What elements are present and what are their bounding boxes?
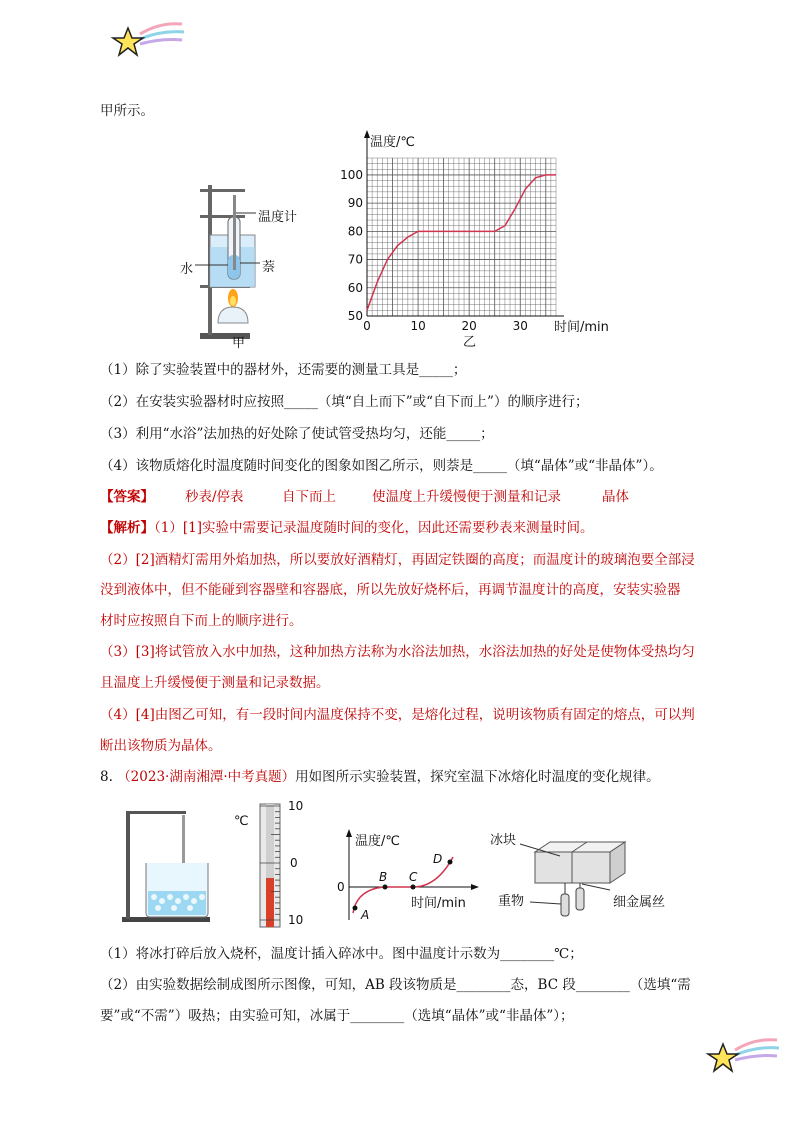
ice-block-figure xyxy=(490,830,690,920)
analysis-line-3: 没到液体中，但不能碰到容器壁和容器底，所以先放好烧杯后，再调节温度计的高度，安装实验器 xyxy=(100,582,681,598)
q7-item-2: （2）在安装实验器材时应按照_____（填“自上而下”或“自下而上”）的顺序进行； xyxy=(100,394,589,410)
q8-item-3: 要”或“不需”）吸热；由实验可知，冰属于________（选填“晶体”或“非晶体”）； xyxy=(100,1008,574,1024)
thermometer-label: 温度计 xyxy=(258,210,298,225)
answer-label: 【答案】 xyxy=(100,489,154,505)
q7-item-3: （3）利用“水浴”法加热的好处除了使试管受热均匀，还能_____； xyxy=(100,426,494,442)
analysis-line-5: （3）[3]将试管放入水中加热，这种加热方法称为水浴法加热，水浴法加热的好处是使物体受热均匀 xyxy=(100,644,695,660)
star-decoration-top-icon xyxy=(110,14,190,64)
q7-item-4: （4）该物质熔化时温度随时间变化的图象如图乙所示，则萘是_____（填“晶体”或“非晶体”）。 xyxy=(100,458,663,474)
star-decoration-bottom-icon xyxy=(705,1030,785,1080)
melting-curve-chart xyxy=(340,128,630,350)
naphthalene-label: 萘 xyxy=(262,260,276,275)
analysis-line-6: 且温度上升缓慢便于测量和记录数据。 xyxy=(100,675,330,691)
q8-stem-line xyxy=(100,768,660,786)
x-tick-label: 0 xyxy=(363,319,371,333)
q7-item-1: （1）除了实验装置中的器材外，还需要的测量工具是_____； xyxy=(100,362,467,378)
ice-label: 冰块 xyxy=(490,833,517,848)
thermo-tick-top: 10 xyxy=(288,799,304,813)
analysis-line-2: （2）[2]酒精灯需用外焰加热，所以要放好酒精灯，再固定铁圈的高度；而温度计的玻璃泡要全部浸 xyxy=(100,552,695,568)
chart-caption: 乙 xyxy=(463,335,477,350)
graph-ylabel: 温度/℃ xyxy=(355,834,400,849)
q8-source: （2023·湖南湘潭·中考真题） xyxy=(117,769,296,785)
analysis-line-8: 断出该物质为晶体。 xyxy=(100,738,222,754)
intro-text: 甲所示。 xyxy=(100,103,154,119)
analysis-line-7: （4）[4]由图乙可知，有一段时间内温度保持不变，是熔化过程，说明该物质有固定的熔点，可以判 xyxy=(100,707,695,723)
x-tick-label: 20 xyxy=(461,319,477,333)
y-tick-label: 70 xyxy=(347,252,363,267)
chart-grid xyxy=(367,158,556,316)
graph-zero: 0 xyxy=(337,880,345,894)
figure-caption-jia: 甲 xyxy=(232,336,246,351)
analysis-line-4: 材时应按照自下而上的顺序进行。 xyxy=(100,613,303,629)
y-tick-label: 60 xyxy=(347,280,363,295)
y-tick-label: 50 xyxy=(347,309,363,323)
point-b: B xyxy=(379,870,388,884)
answer-4: 晶体 xyxy=(602,489,629,505)
ice-melting-graph xyxy=(335,825,485,925)
answer-3: 使温度上升缓慢便于测量和记录 xyxy=(372,489,561,505)
thermo-unit: ℃ xyxy=(234,814,249,829)
thermometer-reading-figure xyxy=(230,798,310,933)
x-tick-label: 10 xyxy=(410,319,426,333)
graph-xlabel: 时间/min xyxy=(411,896,466,911)
y-tick-label: 80 xyxy=(347,224,363,239)
y-tick-label: 90 xyxy=(347,196,363,211)
x-tick-label: 30 xyxy=(512,319,528,333)
analysis-label: 【解析】 xyxy=(100,520,154,536)
ice-apparatus-figure xyxy=(118,805,218,925)
q8-item-2: （2）由实验数据绘制成图所示图像，可知，AB 段该物质是________态，BC 段________（选填“需 xyxy=(100,977,691,993)
thermo-tick-bottom: 10 xyxy=(288,913,304,927)
wire-label: 细金属丝 xyxy=(613,895,666,910)
q8-stem: 用如图所示实验装置，探究室温下冰熔化时温度的变化规律。 xyxy=(295,769,660,785)
analysis-line-1: 【解析】（1）[1]实验中需要记录温度随时间的变化，因此还需要秒表来测量时间。 xyxy=(100,520,594,536)
answer-1: 秒表/停表 xyxy=(185,489,244,505)
thermo-tick-zero: 0 xyxy=(290,856,298,870)
water-label: 水 xyxy=(180,262,194,277)
point-c: C xyxy=(409,870,418,884)
q8-item-1: （1）将冰打碎后放入烧杯，温度计插入碎冰中。图中温度计示数为________℃； xyxy=(100,946,583,962)
q8-number: 8. xyxy=(100,769,113,785)
point-a: A xyxy=(361,908,370,922)
q7-answer-row xyxy=(100,488,629,506)
weight-label: 重物 xyxy=(498,894,525,909)
chart-ylabel: 温度/℃ xyxy=(370,135,415,150)
chart-xlabel: 时间/min xyxy=(554,320,609,335)
answer-2: 自下而上 xyxy=(282,489,336,505)
point-d: D xyxy=(433,852,443,866)
y-tick-label: 100 xyxy=(340,167,363,182)
